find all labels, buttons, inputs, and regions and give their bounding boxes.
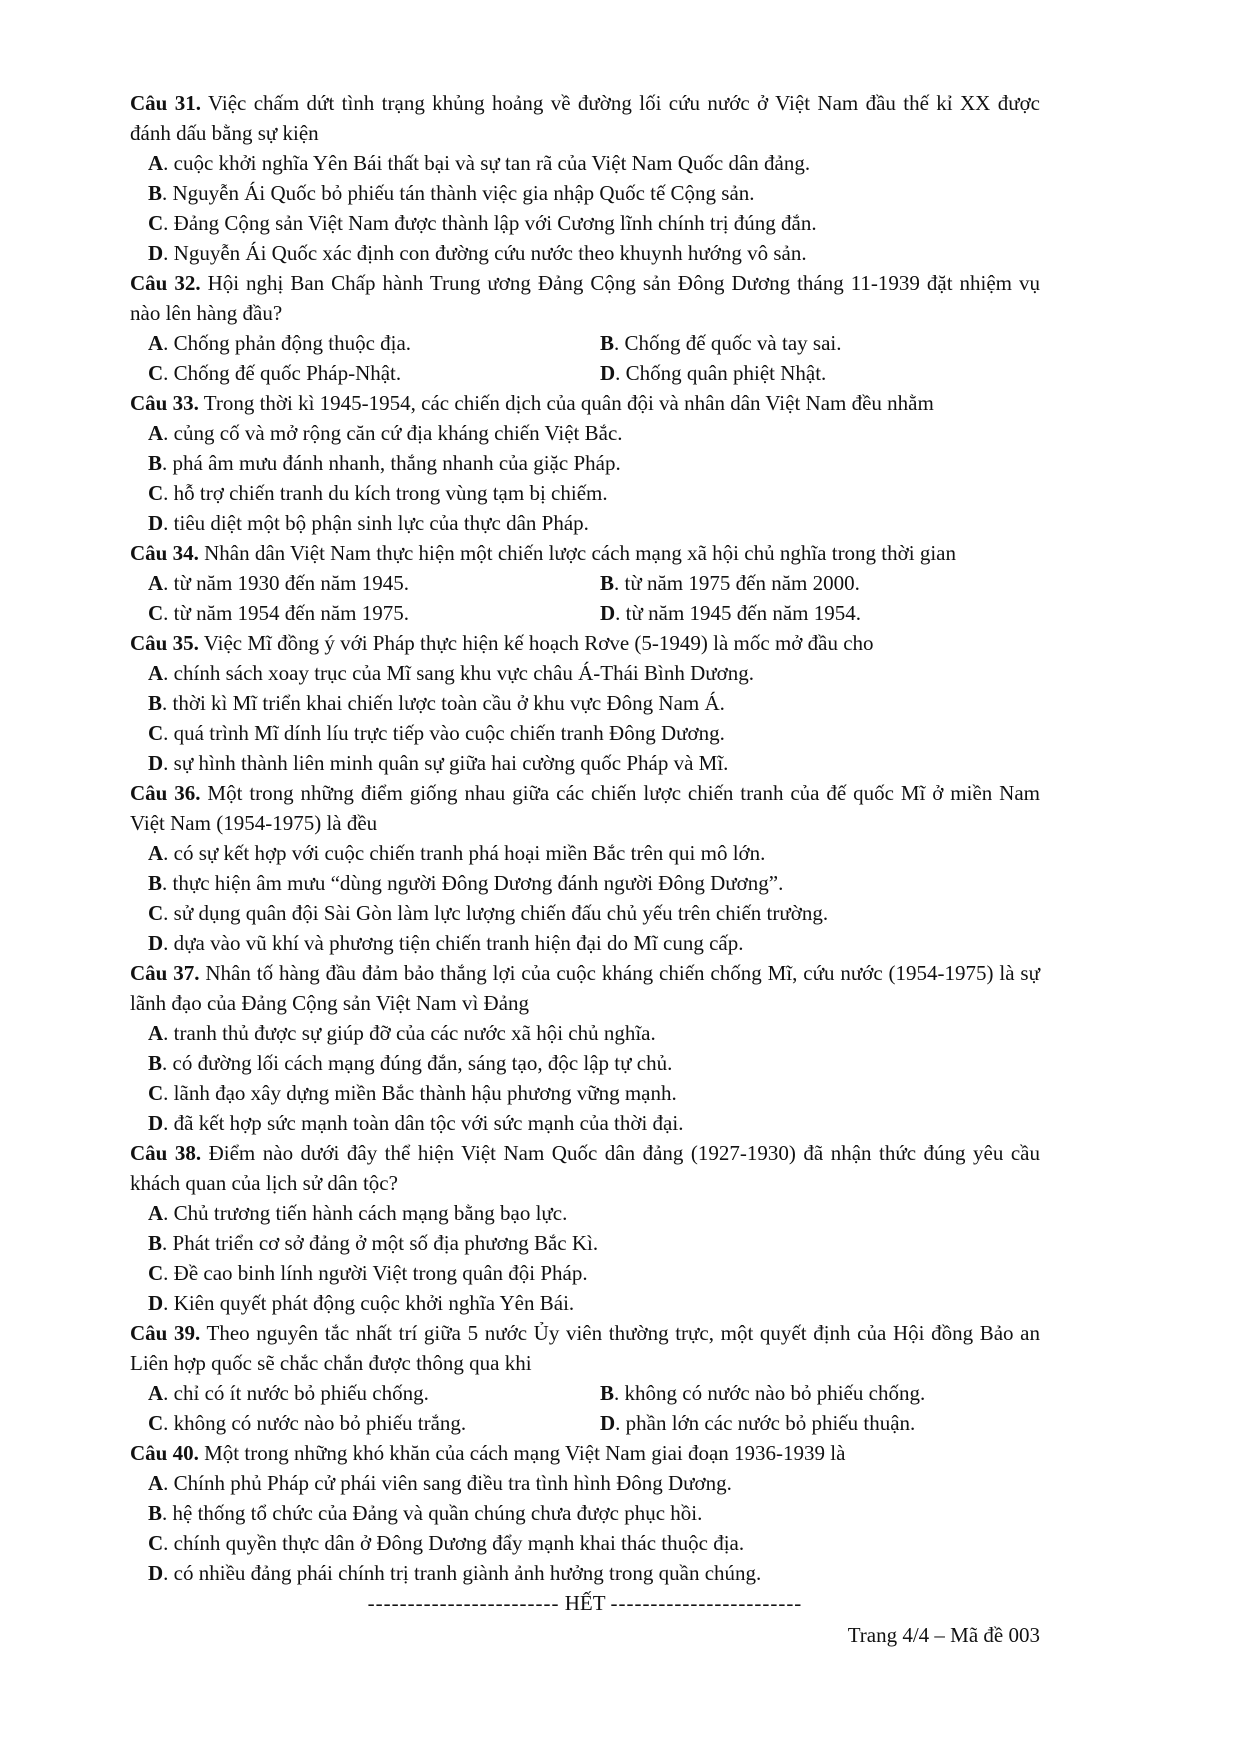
question-block [130, 778, 1040, 958]
option-text: Nguyễn Ái Quốc bỏ phiếu tán thành việc gia nhập Quốc tế Cộng sản. [172, 181, 755, 205]
question-text [130, 538, 1040, 568]
option-text: từ năm 1954 đến năm 1975. [173, 601, 410, 625]
options-list [148, 1018, 1040, 1138]
options-list [148, 328, 1040, 388]
options-list [148, 568, 1040, 628]
question-block [130, 538, 1040, 628]
question-number: Câu 32. [130, 271, 201, 295]
option-text: Chính phủ Pháp cử phái viên sang điều tra tình hình Đông Dương. [173, 1471, 732, 1495]
option-text: thực hiện âm mưu “dùng người Đông Dương đánh người Đông Dương”. [172, 871, 784, 895]
option-letter: A [148, 1471, 164, 1495]
option-text: phần lớn các nước bỏ phiếu thuận. [625, 1411, 916, 1435]
option-letter: C [148, 601, 164, 625]
question-number: Câu 31. [130, 91, 201, 115]
answer-option: D. đã kết hợp sức mạnh toàn dân tộc với sức mạnh của thời đại. [148, 1111, 684, 1135]
answer-option: D. sự hình thành liên minh quân sự giữa hai cường quốc Pháp và Mĩ. [148, 751, 729, 775]
option-text: sự hình thành liên minh quân sự giữa hai cường quốc Pháp và Mĩ. [173, 751, 729, 775]
option-text: cuộc khởi nghĩa Yên Bái thất bại và sự tan rã của Việt Nam Quốc dân đảng. [173, 151, 811, 175]
option-text: chỉ có ít nước bỏ phiếu chống. [173, 1381, 429, 1405]
option-letter: A [148, 331, 164, 355]
option-text: chính quyền thực dân ở Đông Dương đẩy mạnh khai thác thuộc địa. [173, 1531, 745, 1555]
answer-option: C. từ năm 1954 đến năm 1975. [148, 601, 410, 625]
option-letter: D [600, 361, 616, 385]
answer-option: B. phá âm mưu đánh nhanh, thắng nhanh của giặc Pháp. [148, 451, 621, 475]
option-text: lãnh đạo xây dựng miền Bắc thành hậu phương vững mạnh. [173, 1081, 677, 1105]
question-text [130, 1318, 1040, 1378]
option-text: hỗ trợ chiến tranh du kích trong vùng tạm bị chiếm. [173, 481, 608, 505]
option-text: từ năm 1945 đến năm 1954. [625, 601, 862, 625]
answer-option: A. chỉ có ít nước bỏ phiếu chống. [148, 1381, 429, 1405]
option-letter: D [148, 931, 164, 955]
option-text: tiêu diệt một bộ phận sinh lực của thực dân Pháp. [173, 511, 589, 535]
question-number: Câu 34. [130, 541, 199, 565]
option-letter: B [148, 871, 163, 895]
answer-option: D. tiêu diệt một bộ phận sinh lực của thực dân Pháp. [148, 511, 589, 535]
question-block [130, 628, 1040, 778]
question-number: Câu 36. [130, 781, 201, 805]
question-text [130, 628, 1040, 658]
answer-option: C. Đảng Cộng sản Việt Nam được thành lập với Cương lĩnh chính trị đúng đắn. [148, 211, 817, 235]
option-text: sử dụng quân đội Sài Gòn làm lực lượng chiến đấu chủ yếu trên chiến trường. [173, 901, 829, 925]
option-text: Chống đế quốc và tay sai. [624, 331, 842, 355]
option-letter: D [148, 241, 164, 265]
answer-option: D. Kiên quyết phát động cuộc khởi nghĩa Yên Bái. [148, 1291, 575, 1315]
option-letter: C [148, 211, 164, 235]
option-letter: D [600, 601, 616, 625]
answer-option: B. có đường lối cách mạng đúng đắn, sáng tạo, độc lập tự chủ. [148, 1051, 673, 1075]
answer-option: D. Nguyễn Ái Quốc xác định con đường cứu nước theo khuynh hướng vô sản. [148, 241, 807, 265]
option-letter: B [600, 331, 615, 355]
option-text: Chống đế quốc Pháp-Nhật. [173, 361, 402, 385]
question-statement: Một trong những khó khăn của cách mạng Việt Nam giai đoạn 1936-1939 là [204, 1441, 846, 1465]
question-statement: Nhân tố hàng đầu đảm bảo thắng lợi của cuộc kháng chiến chống Mĩ, cứu nước (1954-1975) là sự lãnh đạo của Đảng Cộng sản Việt Nam vì Đảng [130, 961, 1040, 1015]
option-letter: B [148, 1231, 163, 1255]
page-footer [130, 1620, 1040, 1650]
option-letter: C [148, 1411, 164, 1435]
option-text: Nguyễn Ái Quốc xác định con đường cứu nước theo khuynh hướng vô sản. [173, 241, 807, 265]
question-text [130, 268, 1040, 328]
option-letter: A [148, 1381, 164, 1405]
option-letter: B [148, 451, 163, 475]
question-number: Câu 38. [130, 1141, 202, 1165]
answer-option: D. phần lớn các nước bỏ phiếu thuận. [600, 1411, 916, 1435]
question-text [130, 1438, 1040, 1468]
options-list [148, 1378, 1040, 1438]
answer-option: A. từ năm 1930 đến năm 1945. [148, 571, 410, 595]
options-list [148, 418, 1040, 538]
option-text: Đảng Cộng sản Việt Nam được thành lập với Cương lĩnh chính trị đúng đắn. [173, 211, 817, 235]
question-block [130, 1438, 1040, 1588]
option-text: Phát triển cơ sở đảng ở một số địa phương Bắc Kì. [172, 1231, 599, 1255]
answer-option: B. từ năm 1975 đến năm 2000. [600, 571, 860, 595]
answer-option: A. Chính phủ Pháp cử phái viên sang điều tra tình hình Đông Dương. [148, 1471, 732, 1495]
option-letter: C [148, 1531, 164, 1555]
option-letter: A [148, 151, 164, 175]
option-letter: B [148, 1501, 163, 1525]
option-letter: C [148, 1081, 164, 1105]
answer-option: B. Nguyễn Ái Quốc bỏ phiếu tán thành việc gia nhập Quốc tế Cộng sản. [148, 181, 755, 205]
option-letter: A [148, 661, 164, 685]
answer-option: A. Chủ trương tiến hành cách mạng bằng bạo lực. [148, 1201, 568, 1225]
option-text: dựa vào vũ khí và phương tiện chiến tranh hiện đại do Mĩ cung cấp. [173, 931, 744, 955]
option-text: đã kết hợp sức mạnh toàn dân tộc với sức mạnh của thời đại. [173, 1111, 684, 1135]
option-letter: B [148, 181, 163, 205]
answer-option: A. Chống phản động thuộc địa. [148, 331, 412, 355]
option-letter: A [148, 1021, 164, 1045]
answer-option: C. lãnh đạo xây dựng miền Bắc thành hậu phương vững mạnh. [148, 1081, 677, 1105]
question-statement: Việc chấm dứt tình trạng khủng hoảng về đường lối cứu nước ở Việt Nam đầu thế kỉ XX được đánh dấu bằng sự kiện [130, 91, 1040, 145]
option-text: từ năm 1930 đến năm 1945. [173, 571, 410, 595]
answer-option: B. không có nước nào bỏ phiếu chống. [600, 1381, 926, 1405]
answer-option: C. Chống đế quốc Pháp-Nhật. [148, 361, 402, 385]
end-marker-label: HẾT [564, 1591, 606, 1615]
question-number: Câu 35. [130, 631, 199, 655]
options-list [148, 1198, 1040, 1318]
option-letter: B [600, 571, 615, 595]
question-statement: Nhân dân Việt Nam thực hiện một chiến lược cách mạng xã hội chủ nghĩa trong thời gian [204, 541, 956, 565]
divider-dashes-left: ------------------------ [367, 1591, 560, 1615]
question-statement: Theo nguyên tắc nhất trí giữa 5 nước Ủy viên thường trực, một quyết định của Hội đồng Bảo an Liên hợp quốc sẽ chắc chắn được thông qua khi [130, 1321, 1040, 1375]
answer-option: A. tranh thủ được sự giúp đỡ của các nước xã hội chủ nghĩa. [148, 1021, 656, 1045]
divider-dashes-right: ------------------------ [610, 1591, 803, 1615]
options-list [148, 148, 1040, 268]
option-text: Chống phản động thuộc địa. [173, 331, 412, 355]
option-text: không có nước nào bỏ phiếu trắng. [173, 1411, 467, 1435]
option-text: không có nước nào bỏ phiếu chống. [624, 1381, 926, 1405]
question-text [130, 388, 1040, 418]
question-text [130, 1138, 1040, 1198]
option-text: quá trình Mĩ dính líu trực tiếp vào cuộc chiến tranh Đông Dương. [173, 721, 725, 745]
option-text: có sự kết hợp với cuộc chiến tranh phá hoại miền Bắc trên qui mô lớn. [173, 841, 766, 865]
question-block [130, 388, 1040, 538]
option-letter: C [148, 901, 164, 925]
option-text: chính sách xoay trục của Mĩ sang khu vực châu Á-Thái Bình Dương. [173, 661, 754, 685]
option-text: tranh thủ được sự giúp đỡ của các nước xã hội chủ nghĩa. [173, 1021, 656, 1045]
option-letter: A [148, 421, 164, 445]
page-number-label: Trang 4/4 – Mã đề 003 [847, 1623, 1040, 1647]
option-letter: B [600, 1381, 615, 1405]
end-divider [130, 1588, 1040, 1618]
option-text: có nhiều đảng phái chính trị tranh giành ảnh hưởng trong quần chúng. [173, 1561, 762, 1585]
option-text: hệ thống tổ chức của Đảng và quần chúng chưa được phục hồi. [172, 1501, 703, 1525]
answer-option: B. thời kì Mĩ triển khai chiến lược toàn cầu ở khu vực Đông Nam Á. [148, 691, 725, 715]
answer-option: C. quá trình Mĩ dính líu trực tiếp vào cuộc chiến tranh Đông Dương. [148, 721, 725, 745]
option-letter: A [148, 841, 164, 865]
option-text: Đề cao binh lính người Việt trong quân đội Pháp. [173, 1261, 588, 1285]
question-statement: Điểm nào dưới đây thể hiện Việt Nam Quốc dân đảng (1927-1930) đã nhận thức đúng yêu cầu khách quan của lịch sử dân tộc? [130, 1141, 1040, 1195]
question-list [130, 88, 1040, 1588]
option-text: củng cố và mở rộng căn cứ địa kháng chiến Việt Bắc. [173, 421, 623, 445]
question-block [130, 1138, 1040, 1318]
option-letter: A [148, 571, 164, 595]
answer-option: A. chính sách xoay trục của Mĩ sang khu vực châu Á-Thái Bình Dương. [148, 661, 754, 685]
answer-option: C. sử dụng quân đội Sài Gòn làm lực lượng chiến đấu chủ yếu trên chiến trường. [148, 901, 829, 925]
answer-option: D. có nhiều đảng phái chính trị tranh giành ảnh hưởng trong quần chúng. [148, 1561, 762, 1585]
answer-option: B. hệ thống tổ chức của Đảng và quần chúng chưa được phục hồi. [148, 1501, 703, 1525]
option-text: Chủ trương tiến hành cách mạng bằng bạo lực. [173, 1201, 568, 1225]
option-letter: D [148, 1561, 164, 1585]
option-letter: D [148, 1291, 164, 1315]
answer-option: D. dựa vào vũ khí và phương tiện chiến tranh hiện đại do Mĩ cung cấp. [148, 931, 744, 955]
answer-option: C. hỗ trợ chiến tranh du kích trong vùng tạm bị chiếm. [148, 481, 608, 505]
option-letter: D [600, 1411, 616, 1435]
question-number: Câu 33. [130, 391, 199, 415]
options-list [148, 1468, 1040, 1588]
question-statement: Trong thời kì 1945-1954, các chiến dịch của quân đội và nhân dân Việt Nam đều nhằm [203, 391, 934, 415]
question-statement: Việc Mĩ đồng ý với Pháp thực hiện kế hoạch Rơve (5-1949) là mốc mở đầu cho [203, 631, 874, 655]
option-letter: B [148, 1051, 163, 1075]
question-block [130, 958, 1040, 1138]
answer-option: C. không có nước nào bỏ phiếu trắng. [148, 1411, 467, 1435]
option-letter: C [148, 721, 164, 745]
answer-option: C. Đề cao binh lính người Việt trong quân đội Pháp. [148, 1261, 588, 1285]
question-block [130, 1318, 1040, 1438]
option-text: Kiên quyết phát động cuộc khởi nghĩa Yên Bái. [173, 1291, 575, 1315]
option-text: từ năm 1975 đến năm 2000. [624, 571, 860, 595]
option-letter: B [148, 691, 163, 715]
options-list [148, 658, 1040, 778]
option-text: Chống quân phiệt Nhật. [625, 361, 827, 385]
question-text [130, 778, 1040, 838]
question-number: Câu 39. [130, 1321, 201, 1345]
answer-option: D. Chống quân phiệt Nhật. [600, 361, 827, 385]
question-number: Câu 37. [130, 961, 200, 985]
question-statement: Một trong những điểm giống nhau giữa các chiến lược chiến tranh của đế quốc Mĩ ở miền Nam Việt Nam (1954-1975) là đều [130, 781, 1040, 835]
option-text: có đường lối cách mạng đúng đắn, sáng tạo, độc lập tự chủ. [172, 1051, 673, 1075]
question-statement: Hội nghị Ban Chấp hành Trung ương Đảng Cộng sản Đông Dương tháng 11-1939 đặt nhiệm vụ nào lên hàng đầu? [130, 271, 1040, 325]
option-letter: C [148, 361, 164, 385]
option-letter: D [148, 751, 164, 775]
answer-option: C. chính quyền thực dân ở Đông Dương đẩy mạnh khai thác thuộc địa. [148, 1531, 745, 1555]
question-number: Câu 40. [130, 1441, 199, 1465]
question-text [130, 958, 1040, 1018]
answer-option: A. củng cố và mở rộng căn cứ địa kháng chiến Việt Bắc. [148, 421, 623, 445]
answer-option: D. từ năm 1945 đến năm 1954. [600, 601, 862, 625]
answer-option: B. Phát triển cơ sở đảng ở một số địa phương Bắc Kì. [148, 1231, 599, 1255]
options-list [148, 838, 1040, 958]
option-text: phá âm mưu đánh nhanh, thắng nhanh của giặc Pháp. [172, 451, 621, 475]
option-text: thời kì Mĩ triển khai chiến lược toàn cầu ở khu vực Đông Nam Á. [172, 691, 725, 715]
answer-option: A. cuộc khởi nghĩa Yên Bái thất bại và sự tan rã của Việt Nam Quốc dân đảng. [148, 151, 811, 175]
option-letter: D [148, 1111, 164, 1135]
question-block [130, 88, 1040, 268]
option-letter: C [148, 1261, 164, 1285]
option-letter: D [148, 511, 164, 535]
option-letter: C [148, 481, 164, 505]
question-text [130, 88, 1040, 148]
answer-option: B. Chống đế quốc và tay sai. [600, 331, 842, 355]
option-letter: A [148, 1201, 164, 1225]
answer-option: A. có sự kết hợp với cuộc chiến tranh phá hoại miền Bắc trên qui mô lớn. [148, 841, 766, 865]
answer-option: B. thực hiện âm mưu “dùng người Đông Dương đánh người Đông Dương”. [148, 871, 784, 895]
question-block [130, 268, 1040, 388]
